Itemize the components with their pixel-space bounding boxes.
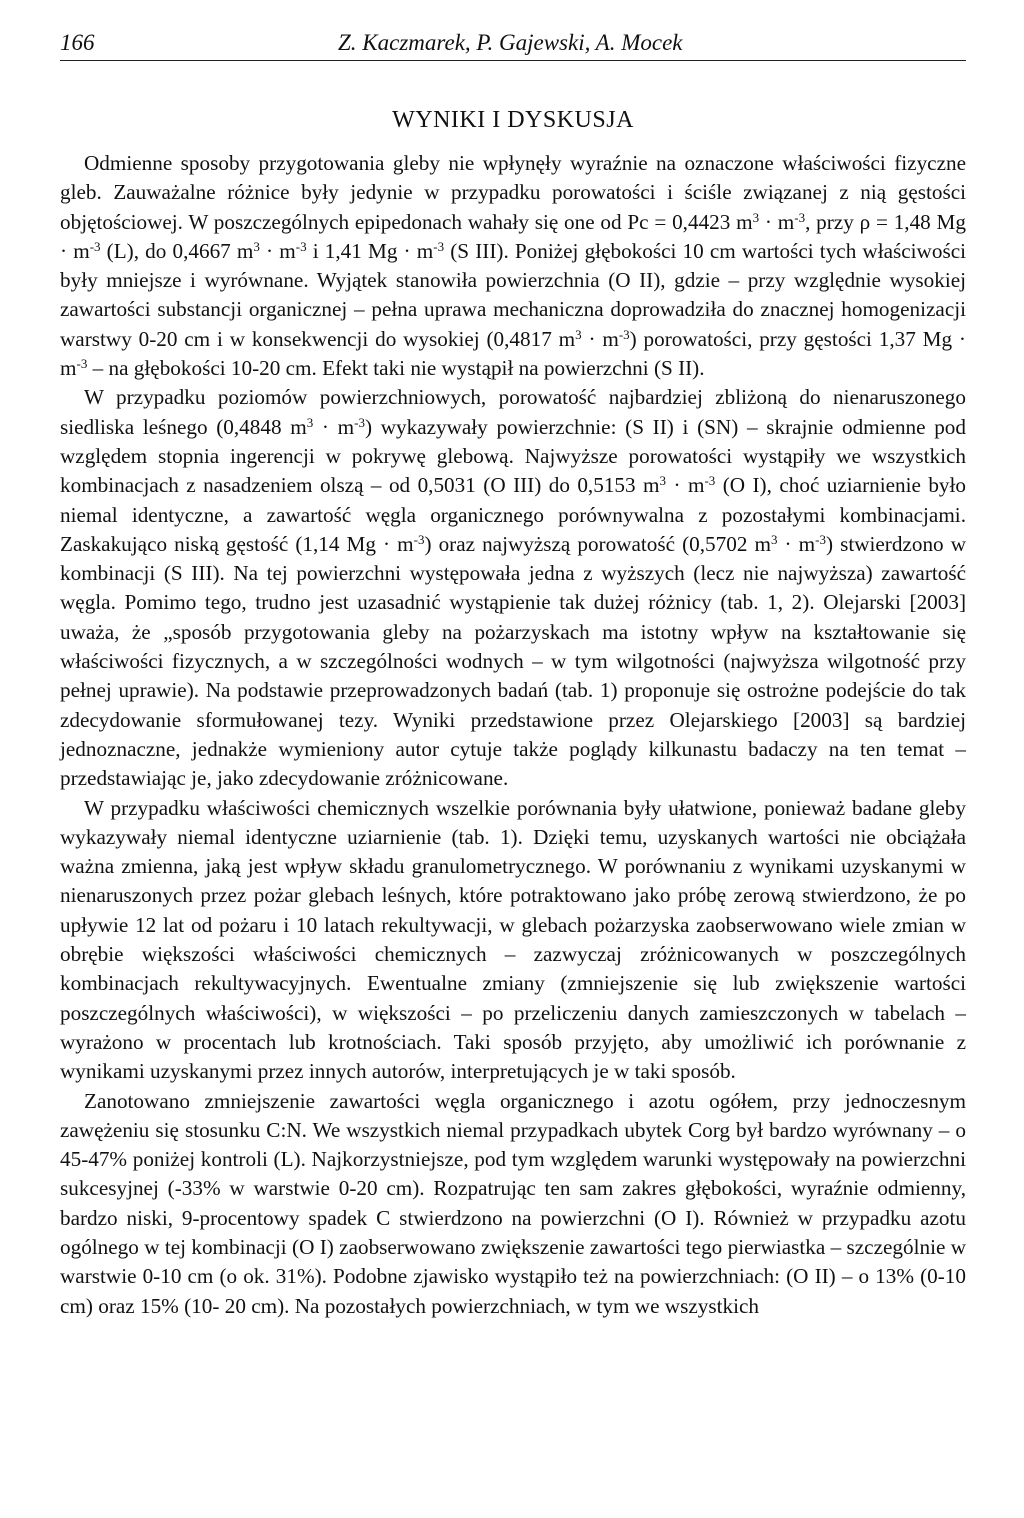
text-run: · m bbox=[666, 473, 705, 498]
text-run: · m bbox=[313, 414, 355, 439]
superscript: -3 bbox=[433, 238, 445, 254]
superscript: 3 bbox=[659, 473, 667, 489]
superscript: -3 bbox=[76, 356, 88, 372]
paragraph-3: W przypadku właściwości chemicznych wszelkie porównania były ułatwione, ponieważ badane gleby wykazywały niemal identyczne uziarnienie (tab. 1). Dzięki temu, uzyskanych wartości nie obciążała ważna zmienna, jaką jest wpływ składu granulometrycznego. W porównaniu z wynikami uzyskanymi w nienaruszonych przez pożar glebach leśnych, które potraktowano jako próbę zerową stwierdzono, że po upływie 12 lat od pożaru i 10 latach rekultywacji, w glebach pożarzyska zaobserwowano wiele zmian w obrębie większości właściwości chemicznych – zazwyczaj zróżnicowanych w poszczególnych kombinacjach rekultywacyjnych. Ewentualne zmiany (zmniejszenie się lub zwiększenie wartości poszczególnych właściwości), w większości – po przeliczeniu danych zamieszczonych w tabelach – wyrażono w procentach lub krotnościach. Taki sposób przyjęto, aby umożliwić ich porównanie z wynikami uzyskanymi przez innych autorów, interpretujących je w taki sposób. bbox=[60, 795, 966, 1084]
text-run: W przypadku poziomów powierzchniowych, porowatość najbardziej zbliżoną do nienaruszonego siedliska leśnego (0,4848 m bbox=[60, 385, 966, 439]
paragraph-1 bbox=[60, 149, 966, 383]
body-text bbox=[60, 149, 966, 1321]
text-run: ) stwierdzono w kombinacji (S III). Na tej powierzchni występowała jedna z wyższych (lecz nie najwyższa) zawartość węgla. Pomimo tego, trudno jest uzasadnić wystąpienie tak dużej różnicy (tab. 1, 2). Olejarski [2003] uważa, że „sposób przygotowania gleby na pożarzyskach ma istotny wpływ na kształtowanie się właściwości fizycznych, a w szczególności wodnych – w tym wilgotności (najwyższa wilgotność przy pełnej uprawie). Na podstawie przeprowadzonych badań (tab. 1) proponuje się ostrożne podejście do tak zdecydowanie sformułowanej tezy. Wyniki przedstawione przez Olejarskiego [2003] są bardziej jednoznaczne, jednakże wymieniony autor cytuje także poglądy kilkunastu badaczy na ten temat – przedstawiając je, jako zdecydowanie zróżnicowane. bbox=[60, 531, 966, 791]
text-run: (L), do 0,4667 m bbox=[100, 238, 254, 263]
superscript: 3 bbox=[253, 238, 260, 254]
text-run: · m bbox=[259, 238, 296, 263]
superscript: -3 bbox=[89, 238, 101, 254]
page-number: 166 bbox=[60, 30, 95, 55]
paragraph-4: Zanotowano zmniejszenie zawartości węgla organicznego i azotu ogółem, przy jednoczesnym zawężeniu się stosunku C:N. We wszystkich niemal przypadkach ubytek Corg był bardzo wyrównany – o 45-47% poniżej kontroli (L). Najkorzystniejsze, pod tym względem warunki występowały na powierzchni sukcesyjnej (-33% w warstwie 0-20 cm). Rozpatrując ten sam zakres głębokości, wyraźnie odmienny, bardzo niski, 9-procentowy spadek C stwierdzono na powierzchni (O I). Również w przypadku azotu ogólnego w tej kombinacji (O I) zaobserwowano zwiększenie zawartości tego pierwiastka – szczególnie w warstwie 0-10 cm (o ok. 31%). Podobne zjawisko wystąpiło też na powierzchniach: (O II) – o 13% (0-10 cm) oraz 15% (10- 20 cm). Na pozostałych powierzchniach, w tym we wszystkich bbox=[60, 1088, 966, 1318]
text-run: (O I), choć uziarnienie było niemal identyczne, a zawartość węgla organicznego porównywalna z pozostałymi kombinacjami. Zaskakująco niską gęstość (1,14 Mg · m bbox=[60, 473, 966, 556]
superscript: -3 bbox=[354, 414, 365, 430]
running-header bbox=[60, 28, 966, 61]
superscript: -3 bbox=[704, 473, 716, 489]
text-run: · m bbox=[759, 209, 795, 234]
superscript: -3 bbox=[794, 209, 806, 225]
superscript: 3 bbox=[575, 326, 582, 342]
text-run: · m bbox=[777, 531, 816, 556]
text-run: , przy ρ = 1,48 Mg · m bbox=[60, 209, 966, 263]
superscript: 3 bbox=[306, 414, 314, 430]
superscript: -3 bbox=[295, 238, 307, 254]
text-run: (S III). Poniżej głębokości 10 cm wartości tych właściwości były mniejsze i wyrównane. Wyjątek stanowiła powierzchnia (O II), gdzie – przy względnie wysokiej zawartości substancji organicznej – pełna uprawa mechaniczna doprowadziła do znacznej homogenizacji warstwy 0-20 cm i w konsekwencji do wysokiej (0,4817 m bbox=[60, 238, 966, 351]
section-title: WYNIKI I DYSKUSJA bbox=[392, 107, 634, 133]
text-run: ) oraz najwyższą porowatość (0,5702 m bbox=[424, 531, 771, 556]
text-run: ) wykazywały powierzchnie: (S II) i (SN) – skrajnie odmienne pod względem stopnia ingerencji w pokrywę glebową. Najwyższe porowatości wystąpiły we wszystkich kombinacjach z nasadzeniem olszą – od 0,5031 (O III) do 0,5153 m bbox=[60, 414, 966, 498]
superscript: -3 bbox=[413, 531, 425, 547]
superscript: 3 bbox=[770, 531, 778, 547]
text-run: ) porowatości, przy gęstości 1,37 Mg · m bbox=[60, 326, 966, 381]
paragraph-2 bbox=[60, 383, 966, 793]
text-run: Odmienne sposoby przygotowania gleby nie wpłynęły wyraźnie na oznaczone właściwości fizyczne gleb. Zauważalne różnice były jedynie w przypadku porowatości i ściśle związanej z nią gęstości objętościowej. W poszczególnych epipedonach wahały się one od Pc = 0,4423 m bbox=[60, 151, 966, 234]
text-run: · m bbox=[581, 326, 619, 351]
document-page bbox=[60, 28, 966, 1321]
superscript: -3 bbox=[815, 531, 826, 547]
authors-line: Z. Kaczmarek, P. Gajewski, A. Mocek bbox=[337, 30, 683, 55]
text-run: i 1,41 Mg · m bbox=[306, 238, 434, 263]
superscript: -3 bbox=[618, 326, 630, 342]
text-run: – na głębokości 10-20 cm. Efekt taki nie wystąpił na powierzchni (S II). bbox=[87, 356, 705, 381]
superscript: 3 bbox=[752, 209, 760, 225]
